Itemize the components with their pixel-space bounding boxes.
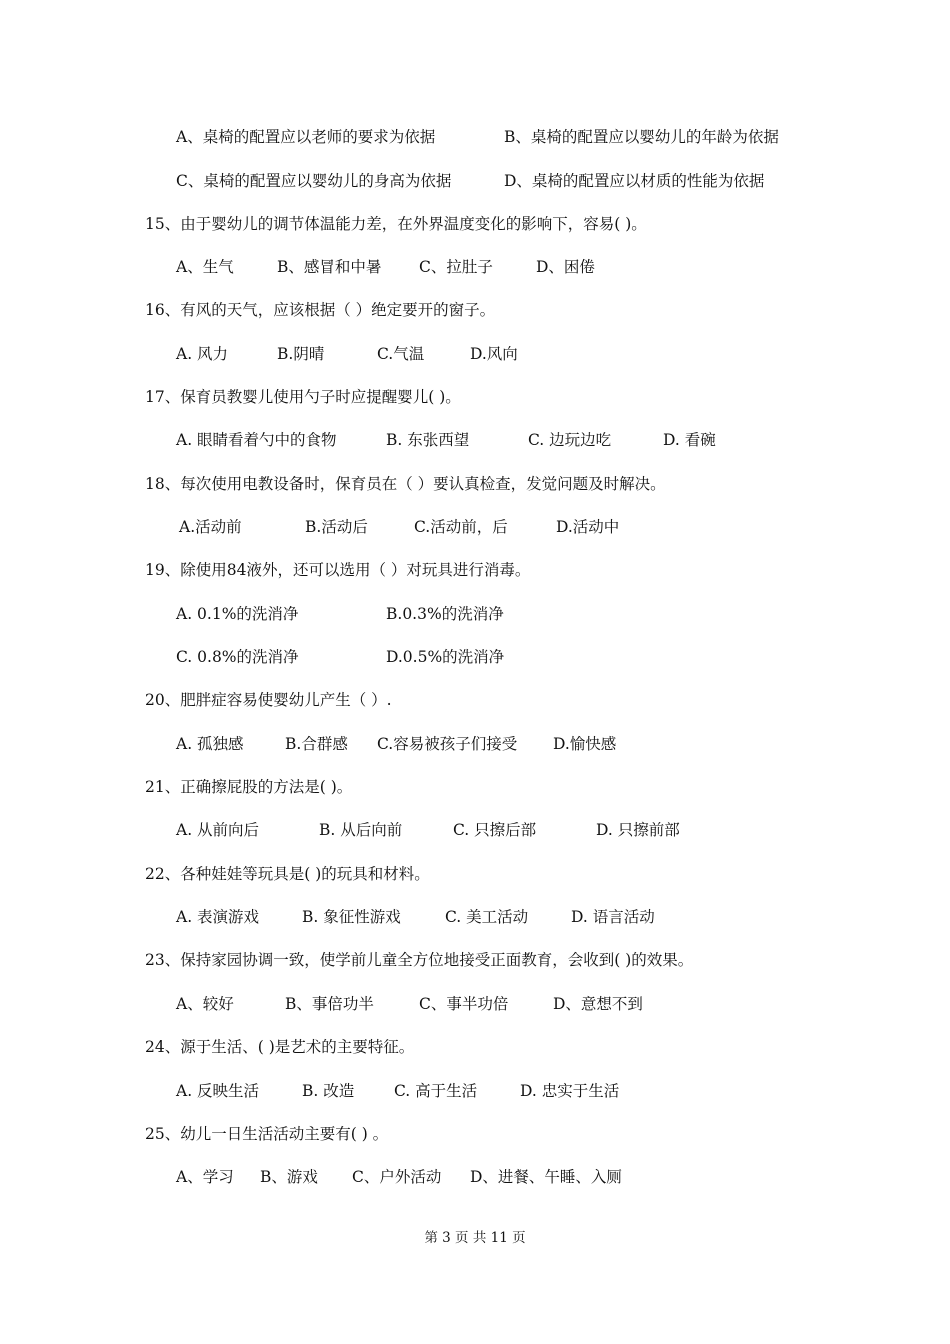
question-21-stem: 21、正确擦屁股的方法是( )。 bbox=[145, 778, 353, 796]
question-24-option-c: C. 高于生活 bbox=[394, 1082, 478, 1100]
q14-option-b: B、桌椅的配置应以婴幼儿的年龄为依据 bbox=[504, 128, 779, 146]
question-19-option-d: D.0.5%的洗消净 bbox=[386, 648, 505, 666]
question-23-option-d: D、意想不到 bbox=[553, 995, 643, 1013]
question-21-option-c: C. 只擦后部 bbox=[453, 821, 537, 839]
question-20-option-a: A. 孤独感 bbox=[176, 735, 244, 753]
question-17-option-d: D. 看碗 bbox=[663, 431, 716, 449]
question-18-option-a: A.活动前 bbox=[179, 518, 242, 536]
q14-option-a: A、桌椅的配置应以老师的要求为依据 bbox=[176, 128, 436, 146]
question-24-stem: 24、源于生活、( )是艺术的主要特征。 bbox=[145, 1038, 415, 1056]
question-21-option-d: D. 只擦前部 bbox=[596, 821, 680, 839]
question-20-option-c: C.容易被孩子们接受 bbox=[377, 735, 518, 753]
question-22-stem: 22、各种娃娃等玩具是( )的玩具和材料。 bbox=[145, 865, 430, 883]
question-22-option-b: B. 象征性游戏 bbox=[302, 908, 401, 926]
question-15-stem: 15、由于婴幼儿的调节体温能力差，在外界温度变化的影响下，容易( )。 bbox=[145, 215, 647, 233]
page-footer: 第 3 页 共 11 页 bbox=[424, 1230, 526, 1246]
question-16-stem: 16、有风的天气，应该根据（ ）绝定要开的窗子。 bbox=[145, 301, 496, 319]
question-20-option-b: B.合群感 bbox=[285, 735, 348, 753]
question-25-option-c: C、户外活动 bbox=[352, 1168, 442, 1186]
question-23-option-c: C、事半功倍 bbox=[419, 995, 509, 1013]
question-23-stem: 23、保持家园协调一致，使学前儿童全方位地接受正面教育，会收到( )的效果。 bbox=[145, 951, 694, 969]
question-22-option-c: C. 美工活动 bbox=[445, 908, 529, 926]
question-18-option-b: B.活动后 bbox=[305, 518, 368, 536]
q14-option-d: D、桌椅的配置应以材质的性能为依据 bbox=[504, 172, 765, 190]
question-25-stem: 25、幼儿一日生活活动主要有( ) 。 bbox=[145, 1125, 389, 1143]
question-17-stem: 17、保育员教婴儿使用勺子时应提醒婴儿( )。 bbox=[145, 388, 461, 406]
question-20-option-d: D.愉快感 bbox=[553, 735, 617, 753]
question-23-option-a: A、较好 bbox=[176, 995, 234, 1013]
question-19-option-b: B.0.3%的洗消净 bbox=[386, 605, 504, 623]
question-15-option-a: A、生气 bbox=[176, 258, 234, 276]
question-18-option-c: C.活动前，后 bbox=[414, 518, 508, 536]
question-24-option-b: B. 改造 bbox=[302, 1082, 355, 1100]
question-18-option-d: D.活动中 bbox=[556, 518, 620, 536]
question-21-option-a: A. 从前向后 bbox=[176, 821, 260, 839]
question-24-option-d: D. 忠实于生活 bbox=[520, 1082, 620, 1100]
question-19-stem: 19、除使用84液外，还可以选用（ ）对玩具进行消毒。 bbox=[145, 561, 531, 579]
question-25-option-b: B、游戏 bbox=[260, 1168, 318, 1186]
question-16-option-d: D.风向 bbox=[470, 345, 518, 363]
question-16-option-c: C.气温 bbox=[377, 345, 425, 363]
question-23-option-b: B、事倍功半 bbox=[285, 995, 374, 1013]
question-15-option-c: C、拉肚子 bbox=[419, 258, 493, 276]
question-21-option-b: B. 从后向前 bbox=[319, 821, 403, 839]
question-17-option-a: A. 眼睛看着勺中的食物 bbox=[176, 431, 337, 449]
q14-option-c: C、桌椅的配置应以婴幼儿的身高为依据 bbox=[176, 172, 452, 190]
question-25-option-a: A、学习 bbox=[176, 1168, 234, 1186]
question-19-option-a: A. 0.1%的洗消净 bbox=[176, 605, 299, 623]
question-22-option-d: D. 语言活动 bbox=[571, 908, 655, 926]
question-20-stem: 20、肥胖症容易使婴幼儿产生（ ）. bbox=[145, 691, 392, 709]
question-22-option-a: A. 表演游戏 bbox=[176, 908, 260, 926]
question-15-option-b: B、感冒和中暑 bbox=[277, 258, 382, 276]
question-25-option-d: D、进餐、午睡、入厕 bbox=[470, 1168, 622, 1186]
question-17-option-c: C. 边玩边吃 bbox=[528, 431, 612, 449]
question-15-option-d: D、困倦 bbox=[536, 258, 595, 276]
question-16-option-b: B.阴晴 bbox=[277, 345, 325, 363]
question-17-option-b: B. 东张西望 bbox=[386, 431, 470, 449]
question-16-option-a: A. 风力 bbox=[176, 345, 229, 363]
question-19-option-c: C. 0.8%的洗消净 bbox=[176, 648, 299, 666]
question-18-stem: 18、每次使用电教设备时，保育员在（ ）要认真检查，发觉问题及时解决。 bbox=[145, 475, 666, 493]
question-24-option-a: A. 反映生活 bbox=[176, 1082, 260, 1100]
